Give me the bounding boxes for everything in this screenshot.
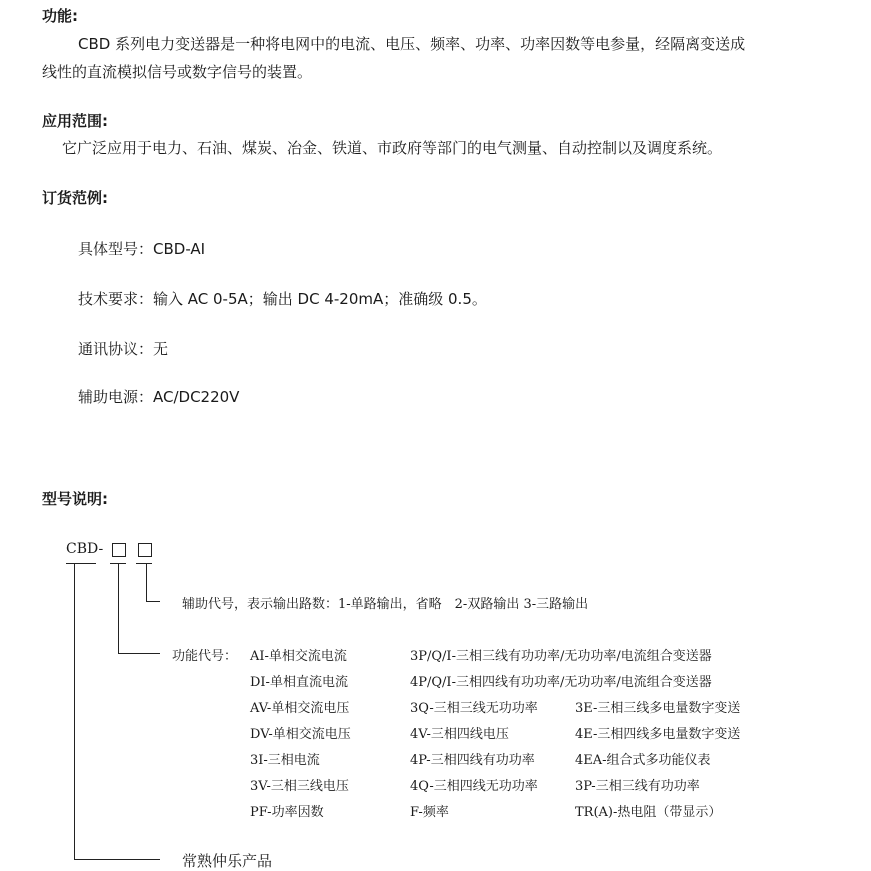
code-row5-col1: 3I-三相电流 bbox=[250, 753, 320, 768]
model-prefix: CBD- bbox=[66, 541, 104, 557]
code-row2-col1: DI-单相直流电流 bbox=[250, 675, 348, 690]
code-row4-col3: 4E-三相四线多电量数字变送 bbox=[575, 727, 741, 742]
application-heading: 应用范围: bbox=[42, 112, 108, 130]
code-row7-col1: PF-功率因数 bbox=[250, 805, 324, 820]
function-bracket-vertical bbox=[118, 564, 119, 654]
code-row7-col2: F-频率 bbox=[410, 805, 449, 820]
aux-bracket-horizontal bbox=[146, 601, 160, 602]
product-label: 常熟仲乐产品 bbox=[182, 852, 273, 870]
aux-code-box bbox=[138, 543, 152, 557]
code-row5-col2: 4P-三相四线有功功率 bbox=[410, 753, 535, 768]
code-row3-col2: 3Q-三相三线无功功率 bbox=[410, 701, 538, 716]
function-bracket-horizontal bbox=[118, 653, 160, 654]
application-text: 它广泛应用于电力、石油、煤炭、冶金、铁道、市政府等部门的电气测量、自动控制以及调度系统。 bbox=[62, 139, 723, 157]
function-text-line1: CBD 系列电力变送器是一种将电网中的电流、电压、频率、功率、功率因数等电参量，经隔离变送成 bbox=[78, 35, 746, 53]
code-row7-col3: TR(A)-热电阻（带显示） bbox=[575, 805, 722, 820]
code-row1-col2: 3P/Q/I-三相三线有功功率/无功功率/电流组合变送器 bbox=[410, 649, 712, 664]
product-bracket-vertical bbox=[74, 564, 75, 860]
code-row4-col2: 4V-三相四线电压 bbox=[410, 727, 509, 742]
function-code-label: 功能代号： bbox=[172, 649, 238, 664]
function-text-line2: 线性的直流模拟信号或数字信号的装置。 bbox=[42, 63, 313, 81]
aux-underline bbox=[136, 563, 152, 564]
order-item-model: 具体型号：CBD-AI bbox=[78, 240, 206, 258]
code-row3-col3: 3E-三相三线多电量数字变送 bbox=[575, 701, 741, 716]
model-heading: 型号说明: bbox=[42, 490, 108, 508]
order-item-tech: 技术要求：输入 AC 0-5A；输出 DC 4-20mA；准确级 0.5。 bbox=[78, 290, 487, 308]
code-row1-col1: AI-单相交流电流 bbox=[250, 649, 347, 664]
function-heading: 功能: bbox=[42, 7, 78, 25]
code-row6-col3: 3P-三相三线有功功率 bbox=[575, 779, 700, 794]
order-heading: 订货范例: bbox=[42, 189, 108, 207]
order-item-protocol: 通讯协议：无 bbox=[78, 340, 169, 358]
code-row3-col1: AV-单相交流电压 bbox=[250, 701, 350, 716]
code-row5-col3: 4EA-组合式多功能仪表 bbox=[575, 753, 711, 768]
aux-bracket-vertical bbox=[146, 564, 147, 602]
prefix-underline bbox=[66, 563, 96, 564]
product-bracket-horizontal bbox=[74, 859, 160, 860]
code-row4-col1: DV-单相交流电压 bbox=[250, 727, 351, 742]
aux-code-description: 辅助代号，表示输出路数：1-单路输出，省略 2-双路输出 3-三路输出 bbox=[182, 597, 589, 612]
order-item-power: 辅助电源：AC/DC220V bbox=[78, 388, 240, 406]
code-row6-col2: 4Q-三相四线无功功率 bbox=[410, 779, 538, 794]
function-code-box bbox=[112, 543, 126, 557]
code-row2-col2: 4P/Q/I-三相四线有功功率/无功功率/电流组合变送器 bbox=[410, 675, 712, 690]
code-row6-col1: 3V-三相三线电压 bbox=[250, 779, 349, 794]
